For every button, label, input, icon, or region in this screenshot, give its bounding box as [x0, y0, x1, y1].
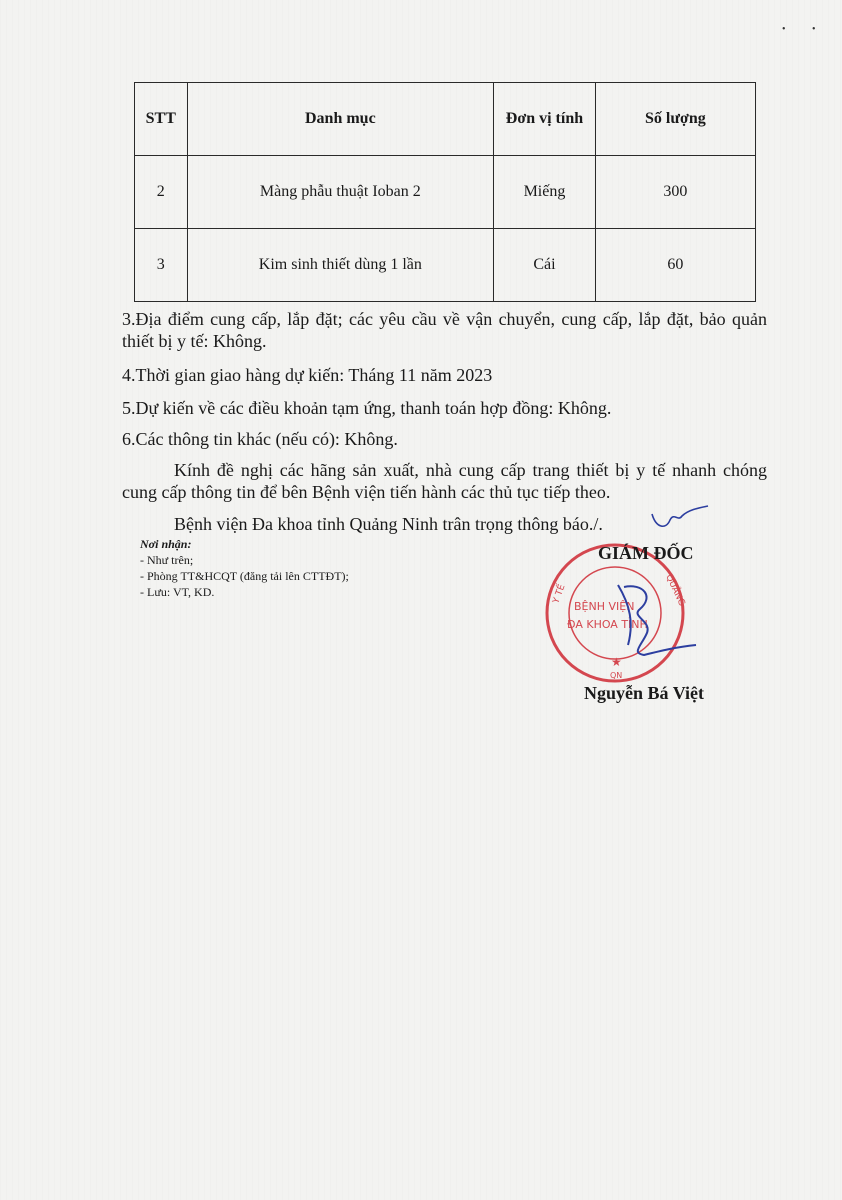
header-stt: STT: [135, 83, 188, 156]
header-unit: Đơn vị tính: [494, 83, 596, 156]
scan-speck: •: [812, 24, 816, 35]
cell-stt: 2: [135, 156, 188, 229]
request-paragraph: Kính đề nghị các hãng sản xuất, nhà cung cấp trang thiết bị y tế nhanh chóng cung cấp thông tin để bên Bệnh viện tiến hành các thủ tục tiếp theo.: [122, 460, 767, 502]
stamp-ring-right: QUẢNG: [663, 573, 687, 608]
stamp-ring-bottom: QN: [610, 671, 623, 680]
recipients-heading: Nơi nhận:: [140, 537, 192, 551]
recipient-item: - Phòng TT&HCQT (đăng tải lên CTTĐT);: [140, 569, 349, 583]
stamp-star-icon: ★: [611, 655, 622, 669]
cell-quantity: 60: [595, 229, 755, 302]
recipient-item: - Lưu: VT, KD.: [140, 585, 215, 599]
stamp-ring-left: Y TẾ: [551, 583, 568, 606]
cell-unit: Miếng: [494, 156, 596, 229]
table-row: [135, 156, 756, 229]
item-payment-terms: 5.Dự kiến về các điều khoản tạm ứng, thanh toán hợp đồng: Không.: [122, 398, 612, 418]
cell-category: Kim sinh thiết dùng 1 lần: [187, 229, 494, 302]
initial-signature: [648, 502, 710, 536]
handwritten-signature: [610, 575, 710, 665]
item-delivery-location: 3.Địa điểm cung cấp, lắp đặt; các yêu cầu về vận chuyển, cung cấp, lắp đặt, bảo quản thiết bị y tế: Không.: [122, 309, 767, 351]
signer-title: GIÁM ĐỐC: [598, 543, 694, 563]
recipient-item: - Như trên;: [140, 553, 194, 567]
header-quantity: Số lượng: [595, 83, 755, 156]
stamp-line-1: BỆNH VIỆN: [574, 600, 635, 613]
stamp-line-2: ĐA KHOA TỈNH: [567, 618, 648, 631]
recipients-block: [140, 536, 349, 600]
table-header-row: [135, 83, 756, 156]
table-row: [135, 229, 756, 302]
closing-line: Bệnh viện Đa khoa tỉnh Quảng Ninh trân trọng thông báo./.: [174, 514, 603, 534]
item-delivery-time: 4.Thời gian giao hàng dự kiến: Tháng 11 năm 2023: [122, 365, 493, 385]
item-other-info: 6.Các thông tin khác (nếu có): Không.: [122, 429, 398, 449]
cell-quantity: 300: [595, 156, 755, 229]
cell-category: Màng phẫu thuật Ioban 2: [187, 156, 494, 229]
header-category: Danh mục: [187, 83, 494, 156]
scan-speck: •: [782, 24, 786, 35]
cell-stt: 3: [135, 229, 188, 302]
items-table: [134, 82, 756, 302]
signer-name: Nguyễn Bá Việt: [584, 683, 705, 703]
cell-unit: Cái: [494, 229, 596, 302]
